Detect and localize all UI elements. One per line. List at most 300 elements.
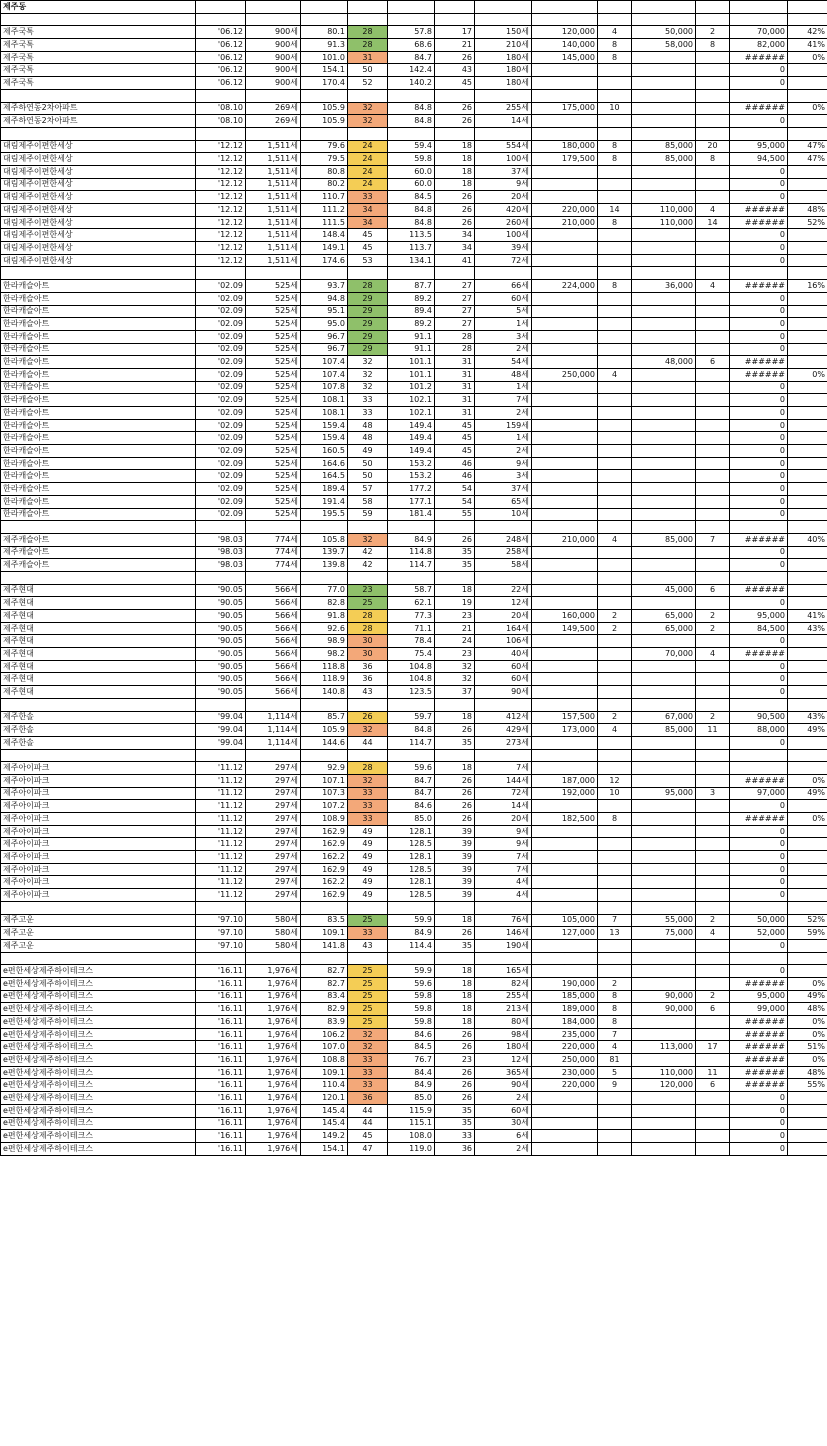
gap-amount-cell[interactable]: 90,500	[730, 711, 788, 724]
exclusive-pyeong-cell[interactable]: 26	[435, 774, 475, 787]
jeonse-ratio-cell[interactable]: 48%	[788, 204, 827, 217]
exclusive-pyeong-cell[interactable]: 45	[435, 432, 475, 445]
jeonse-listings-cell[interactable]	[696, 495, 730, 508]
unit-count-cell[interactable]: 60세	[475, 660, 532, 673]
gap-amount-cell[interactable]: 0	[730, 851, 788, 864]
households-cell[interactable]: 580세	[246, 914, 301, 927]
sale-listings-cell[interactable]: 2	[598, 622, 632, 635]
unit-count-cell[interactable]: 365세	[475, 1066, 532, 1079]
households-cell[interactable]: 900세	[246, 64, 301, 77]
exclusive-area-cell[interactable]: 114.8	[388, 546, 435, 559]
empty-cell[interactable]	[532, 13, 598, 26]
built-date-cell[interactable]: '02.09	[196, 305, 246, 318]
empty-cell[interactable]	[598, 13, 632, 26]
supply-pyeong-cell[interactable]: 43	[348, 686, 388, 699]
exclusive-area-cell[interactable]: 128.5	[388, 838, 435, 851]
apt-name-cell[interactable]: 제주아이파크	[1, 813, 196, 826]
supply-area-cell[interactable]: 82.9	[301, 1003, 348, 1016]
empty-cell[interactable]	[730, 521, 788, 534]
apt-name-cell[interactable]: e편한세상제주하이테크스	[1, 1079, 196, 1092]
gap-amount-cell[interactable]: 0	[730, 457, 788, 470]
built-date-cell[interactable]: '06.12	[196, 77, 246, 90]
supply-area-cell[interactable]: 148.4	[301, 229, 348, 242]
jeonse-listings-cell[interactable]: 20	[696, 140, 730, 153]
exclusive-area-cell[interactable]: 60.0	[388, 178, 435, 191]
apt-name-cell[interactable]: 제주현대	[1, 648, 196, 661]
exclusive-pyeong-cell[interactable]: 26	[435, 813, 475, 826]
exclusive-area-cell[interactable]: 102.1	[388, 394, 435, 407]
empty-cell[interactable]	[435, 698, 475, 711]
built-date-cell[interactable]: '06.12	[196, 64, 246, 77]
unit-count-cell[interactable]: 65세	[475, 495, 532, 508]
supply-area-cell[interactable]: 80.1	[301, 26, 348, 39]
jeonse-listings-cell[interactable]	[696, 863, 730, 876]
jeonse-price-cell[interactable]	[632, 939, 696, 952]
gap-amount-cell[interactable]: 0	[730, 64, 788, 77]
unit-count-cell[interactable]: 40세	[475, 648, 532, 661]
households-cell[interactable]: 1,976세	[246, 1130, 301, 1143]
empty-cell[interactable]	[788, 698, 827, 711]
sale-listings-cell[interactable]: 2	[598, 610, 632, 623]
sale-listings-cell[interactable]	[598, 178, 632, 191]
supply-area-cell[interactable]: 85.7	[301, 711, 348, 724]
empty-cell[interactable]	[388, 267, 435, 280]
jeonse-ratio-cell[interactable]: 41%	[788, 610, 827, 623]
sale-listings-cell[interactable]: 81	[598, 1054, 632, 1067]
supply-area-cell[interactable]: 120.1	[301, 1092, 348, 1105]
exclusive-area-cell[interactable]: 59.8	[388, 153, 435, 166]
households-cell[interactable]: 566세	[246, 610, 301, 623]
sale-listings-cell[interactable]	[598, 165, 632, 178]
supply-area-cell[interactable]: 83.5	[301, 914, 348, 927]
exclusive-area-cell[interactable]: 84.7	[388, 51, 435, 64]
empty-cell[interactable]	[301, 571, 348, 584]
sale-listings-cell[interactable]	[598, 242, 632, 255]
gap-amount-cell[interactable]: 0	[730, 470, 788, 483]
built-date-cell[interactable]: '90.05	[196, 660, 246, 673]
unit-count-cell[interactable]: 2세	[475, 407, 532, 420]
built-date-cell[interactable]: '12.12	[196, 165, 246, 178]
empty-cell[interactable]	[348, 571, 388, 584]
empty-cell[interactable]	[730, 571, 788, 584]
exclusive-area-cell[interactable]: 142.4	[388, 64, 435, 77]
households-cell[interactable]: 1,976세	[246, 1079, 301, 1092]
sale-listings-cell[interactable]	[598, 597, 632, 610]
empty-cell[interactable]	[301, 521, 348, 534]
empty-cell[interactable]	[301, 127, 348, 140]
built-date-cell[interactable]: '02.09	[196, 457, 246, 470]
jeonse-listings-cell[interactable]	[696, 876, 730, 889]
unit-count-cell[interactable]: 7세	[475, 863, 532, 876]
jeonse-ratio-cell[interactable]: 0%	[788, 1054, 827, 1067]
empty-cell[interactable]	[598, 267, 632, 280]
gap-amount-cell[interactable]: 84,500	[730, 622, 788, 635]
supply-pyeong-cell[interactable]: 33	[348, 813, 388, 826]
gap-amount-cell[interactable]: 0	[730, 508, 788, 521]
empty-cell[interactable]	[632, 952, 696, 965]
unit-count-cell[interactable]: 180세	[475, 51, 532, 64]
exclusive-pyeong-cell[interactable]: 28	[435, 330, 475, 343]
jeonse-ratio-cell[interactable]	[788, 965, 827, 978]
empty-cell[interactable]	[632, 571, 696, 584]
exclusive-pyeong-cell[interactable]: 35	[435, 1104, 475, 1117]
supply-area-cell[interactable]: 107.2	[301, 800, 348, 813]
sale-listings-cell[interactable]: 8	[598, 280, 632, 293]
households-cell[interactable]: 525세	[246, 305, 301, 318]
apt-name-cell[interactable]: 제주하연동2차아파트	[1, 115, 196, 128]
sale-price-cell[interactable]: 140,000	[532, 39, 598, 52]
empty-cell[interactable]	[435, 13, 475, 26]
exclusive-area-cell[interactable]: 59.6	[388, 762, 435, 775]
built-date-cell[interactable]: '16.11	[196, 965, 246, 978]
empty-cell[interactable]	[475, 952, 532, 965]
gap-amount-cell[interactable]: 0	[730, 229, 788, 242]
households-cell[interactable]: 774세	[246, 546, 301, 559]
unit-count-cell[interactable]: 2세	[475, 1142, 532, 1155]
supply-area-cell[interactable]: 98.9	[301, 635, 348, 648]
unit-count-cell[interactable]: 2세	[475, 1092, 532, 1105]
supply-area-cell[interactable]: 110.4	[301, 1079, 348, 1092]
jeonse-price-cell[interactable]: 55,000	[632, 914, 696, 927]
unit-count-cell[interactable]: 12세	[475, 597, 532, 610]
supply-pyeong-cell[interactable]: 32	[348, 1028, 388, 1041]
jeonse-ratio-cell[interactable]: 55%	[788, 1079, 827, 1092]
sale-listings-cell[interactable]: 8	[598, 216, 632, 229]
gap-amount-cell[interactable]: 0	[730, 686, 788, 699]
exclusive-pyeong-cell[interactable]: 26	[435, 787, 475, 800]
supply-area-cell[interactable]: 98.2	[301, 648, 348, 661]
sale-listings-cell[interactable]: 7	[598, 1028, 632, 1041]
supply-pyeong-cell[interactable]: 25	[348, 597, 388, 610]
supply-area-cell[interactable]: 79.6	[301, 140, 348, 153]
built-date-cell[interactable]: '11.12	[196, 838, 246, 851]
built-date-cell[interactable]: '02.09	[196, 280, 246, 293]
sale-price-cell[interactable]: 180,000	[532, 140, 598, 153]
households-cell[interactable]: 297세	[246, 825, 301, 838]
gap-amount-cell[interactable]: 0	[730, 343, 788, 356]
jeonse-price-cell[interactable]	[632, 229, 696, 242]
supply-pyeong-cell[interactable]: 33	[348, 394, 388, 407]
supply-pyeong-cell[interactable]: 28	[348, 39, 388, 52]
exclusive-area-cell[interactable]: 89.2	[388, 292, 435, 305]
empty-cell[interactable]	[730, 89, 788, 102]
sale-price-cell[interactable]	[532, 851, 598, 864]
sale-price-cell[interactable]: 160,000	[532, 610, 598, 623]
empty-cell[interactable]	[475, 127, 532, 140]
supply-pyeong-cell[interactable]: 28	[348, 280, 388, 293]
exclusive-area-cell[interactable]: 68.6	[388, 39, 435, 52]
sale-price-cell[interactable]	[532, 343, 598, 356]
sale-price-cell[interactable]: 210,000	[532, 533, 598, 546]
jeonse-price-cell[interactable]: 70,000	[632, 648, 696, 661]
apt-name-cell[interactable]: 한라캐슬아트	[1, 280, 196, 293]
supply-area-cell[interactable]: 107.1	[301, 774, 348, 787]
supply-area-cell[interactable]: 164.6	[301, 457, 348, 470]
jeonse-listings-cell[interactable]	[696, 305, 730, 318]
empty-cell[interactable]	[196, 749, 246, 762]
built-date-cell[interactable]: '02.09	[196, 292, 246, 305]
empty-cell[interactable]	[388, 127, 435, 140]
exclusive-area-cell[interactable]: 101.1	[388, 356, 435, 369]
households-cell[interactable]: 566세	[246, 648, 301, 661]
built-date-cell[interactable]: '16.11	[196, 1016, 246, 1029]
jeonse-ratio-cell[interactable]	[788, 356, 827, 369]
jeonse-price-cell[interactable]	[632, 863, 696, 876]
gap-amount-cell[interactable]: 0	[730, 445, 788, 458]
households-cell[interactable]: 297세	[246, 838, 301, 851]
exclusive-pyeong-cell[interactable]: 34	[435, 242, 475, 255]
built-date-cell[interactable]: '90.05	[196, 635, 246, 648]
sale-listings-cell[interactable]	[598, 546, 632, 559]
empty-cell[interactable]	[1, 89, 196, 102]
built-date-cell[interactable]: '02.09	[196, 470, 246, 483]
empty-cell[interactable]	[598, 89, 632, 102]
sale-listings-cell[interactable]: 2	[598, 711, 632, 724]
jeonse-price-cell[interactable]	[632, 1130, 696, 1143]
jeonse-price-cell[interactable]	[632, 508, 696, 521]
built-date-cell[interactable]: '98.03	[196, 533, 246, 546]
jeonse-ratio-cell[interactable]	[788, 77, 827, 90]
supply-pyeong-cell[interactable]: 25	[348, 914, 388, 927]
supply-pyeong-cell[interactable]: 49	[348, 889, 388, 902]
sale-listings-cell[interactable]: 8	[598, 990, 632, 1003]
jeonse-listings-cell[interactable]	[696, 939, 730, 952]
jeonse-ratio-cell[interactable]	[788, 394, 827, 407]
apt-name-cell[interactable]: 제주캐슬아트	[1, 546, 196, 559]
sale-price-cell[interactable]: 189,000	[532, 1003, 598, 1016]
supply-area-cell[interactable]: 108.1	[301, 407, 348, 420]
jeonse-ratio-cell[interactable]	[788, 242, 827, 255]
empty-cell[interactable]	[632, 749, 696, 762]
unit-count-cell[interactable]: 260세	[475, 216, 532, 229]
sale-price-cell[interactable]	[532, 1104, 598, 1117]
empty-cell[interactable]	[788, 901, 827, 914]
unit-count-cell[interactable]: 20세	[475, 813, 532, 826]
sale-listings-cell[interactable]: 8	[598, 1003, 632, 1016]
supply-area-cell[interactable]: 105.8	[301, 533, 348, 546]
unit-count-cell[interactable]: 37세	[475, 483, 532, 496]
gap-amount-cell[interactable]: 0	[730, 77, 788, 90]
jeonse-ratio-cell[interactable]	[788, 407, 827, 420]
supply-area-cell[interactable]: 140.8	[301, 686, 348, 699]
supply-area-cell[interactable]: 160.5	[301, 445, 348, 458]
unit-count-cell[interactable]: 37세	[475, 165, 532, 178]
exclusive-area-cell[interactable]: 84.6	[388, 800, 435, 813]
gap-amount-cell[interactable]: ######	[730, 280, 788, 293]
sale-price-cell[interactable]: 192,000	[532, 787, 598, 800]
households-cell[interactable]: 1,976세	[246, 1092, 301, 1105]
households-cell[interactable]: 1,114세	[246, 711, 301, 724]
supply-pyeong-cell[interactable]: 33	[348, 1079, 388, 1092]
sale-price-cell[interactable]	[532, 165, 598, 178]
apt-name-cell[interactable]: 제주국톡	[1, 39, 196, 52]
apt-name-cell[interactable]: 제주현대	[1, 584, 196, 597]
jeonse-listings-cell[interactable]	[696, 1016, 730, 1029]
apt-name-cell[interactable]: 한라캐슬아트	[1, 457, 196, 470]
jeonse-price-cell[interactable]	[632, 292, 696, 305]
jeonse-ratio-cell[interactable]: 49%	[788, 724, 827, 737]
apt-name-cell[interactable]: e편한세상제주하이테크스	[1, 990, 196, 1003]
empty-cell[interactable]	[532, 89, 598, 102]
supply-pyeong-cell[interactable]: 33	[348, 1054, 388, 1067]
jeonse-price-cell[interactable]: 36,000	[632, 280, 696, 293]
households-cell[interactable]: 1,976세	[246, 1041, 301, 1054]
jeonse-listings-cell[interactable]: 2	[696, 622, 730, 635]
jeonse-listings-cell[interactable]	[696, 635, 730, 648]
sale-listings-cell[interactable]: 4	[598, 26, 632, 39]
gap-amount-cell[interactable]: ######	[730, 1079, 788, 1092]
exclusive-pyeong-cell[interactable]: 32	[435, 660, 475, 673]
unit-count-cell[interactable]: 420세	[475, 204, 532, 217]
unit-count-cell[interactable]: 180세	[475, 1041, 532, 1054]
exclusive-area-cell[interactable]: 84.6	[388, 1028, 435, 1041]
exclusive-pyeong-cell[interactable]: 39	[435, 838, 475, 851]
jeonse-listings-cell[interactable]: 4	[696, 204, 730, 217]
built-date-cell[interactable]: '16.11	[196, 1028, 246, 1041]
empty-cell[interactable]	[1, 127, 196, 140]
jeonse-ratio-cell[interactable]	[788, 1104, 827, 1117]
built-date-cell[interactable]: '16.11	[196, 1041, 246, 1054]
jeonse-listings-cell[interactable]	[696, 838, 730, 851]
sale-listings-cell[interactable]	[598, 77, 632, 90]
exclusive-pyeong-cell[interactable]: 18	[435, 153, 475, 166]
jeonse-listings-cell[interactable]	[696, 1092, 730, 1105]
jeonse-ratio-cell[interactable]: 47%	[788, 153, 827, 166]
sale-listings-cell[interactable]: 8	[598, 1016, 632, 1029]
supply-pyeong-cell[interactable]: 25	[348, 990, 388, 1003]
jeonse-ratio-cell[interactable]	[788, 673, 827, 686]
exclusive-pyeong-cell[interactable]: 39	[435, 876, 475, 889]
households-cell[interactable]: 297세	[246, 889, 301, 902]
gap-amount-cell[interactable]: ######	[730, 204, 788, 217]
sale-listings-cell[interactable]	[598, 876, 632, 889]
apt-name-cell[interactable]: 한라캐슬아트	[1, 318, 196, 331]
jeonse-ratio-cell[interactable]	[788, 292, 827, 305]
households-cell[interactable]: 1,511세	[246, 191, 301, 204]
built-date-cell[interactable]: '11.12	[196, 889, 246, 902]
sale-price-cell[interactable]	[532, 470, 598, 483]
jeonse-price-cell[interactable]	[632, 1142, 696, 1155]
jeonse-price-cell[interactable]	[632, 445, 696, 458]
gap-amount-cell[interactable]: 0	[730, 1104, 788, 1117]
jeonse-listings-cell[interactable]: 2	[696, 26, 730, 39]
jeonse-listings-cell[interactable]: 2	[696, 990, 730, 1003]
empty-cell[interactable]	[475, 571, 532, 584]
exclusive-area-cell[interactable]: 115.9	[388, 1104, 435, 1117]
built-date-cell[interactable]: '02.09	[196, 445, 246, 458]
apt-name-cell[interactable]: 제주현대	[1, 610, 196, 623]
jeonse-price-cell[interactable]	[632, 800, 696, 813]
apt-name-cell[interactable]: e편한세상제주하이테크스	[1, 1104, 196, 1117]
households-cell[interactable]: 1,114세	[246, 736, 301, 749]
empty-cell[interactable]	[246, 13, 301, 26]
jeonse-listings-cell[interactable]	[696, 825, 730, 838]
apt-name-cell[interactable]: 제주현대	[1, 622, 196, 635]
jeonse-ratio-cell[interactable]	[788, 483, 827, 496]
empty-cell[interactable]	[788, 127, 827, 140]
supply-area-cell[interactable]: 149.2	[301, 1130, 348, 1143]
supply-pyeong-cell[interactable]: 45	[348, 229, 388, 242]
sale-price-cell[interactable]	[532, 64, 598, 77]
unit-count-cell[interactable]: 165세	[475, 965, 532, 978]
jeonse-ratio-cell[interactable]	[788, 115, 827, 128]
apt-name-cell[interactable]: 제주국톡	[1, 51, 196, 64]
supply-area-cell[interactable]: 109.1	[301, 927, 348, 940]
empty-cell[interactable]	[435, 571, 475, 584]
jeonse-price-cell[interactable]	[632, 813, 696, 826]
apt-name-cell[interactable]: 한라캐슬아트	[1, 470, 196, 483]
empty-cell[interactable]	[532, 952, 598, 965]
apt-name-cell[interactable]: 제주현대	[1, 635, 196, 648]
jeonse-listings-cell[interactable]: 6	[696, 1079, 730, 1092]
supply-pyeong-cell[interactable]: 50	[348, 470, 388, 483]
jeonse-listings-cell[interactable]: 17	[696, 1041, 730, 1054]
sale-price-cell[interactable]: 250,000	[532, 1054, 598, 1067]
apt-name-cell[interactable]: 대림제주이편한세상	[1, 242, 196, 255]
jeonse-price-cell[interactable]	[632, 838, 696, 851]
built-date-cell[interactable]: '02.09	[196, 432, 246, 445]
apt-name-cell[interactable]: e편한세상제주하이테크스	[1, 1054, 196, 1067]
built-date-cell[interactable]: '12.12	[196, 191, 246, 204]
jeonse-listings-cell[interactable]	[696, 686, 730, 699]
empty-cell[interactable]	[196, 127, 246, 140]
apt-name-cell[interactable]: 제주아이파크	[1, 787, 196, 800]
households-cell[interactable]: 525세	[246, 330, 301, 343]
jeonse-listings-cell[interactable]	[696, 673, 730, 686]
built-date-cell[interactable]: '11.12	[196, 762, 246, 775]
apt-name-cell[interactable]: 제주국톡	[1, 64, 196, 77]
exclusive-pyeong-cell[interactable]: 37	[435, 686, 475, 699]
households-cell[interactable]: 525세	[246, 381, 301, 394]
exclusive-pyeong-cell[interactable]: 18	[435, 140, 475, 153]
sale-listings-cell[interactable]	[598, 191, 632, 204]
sale-price-cell[interactable]	[532, 1092, 598, 1105]
apt-name-cell[interactable]: 대림제주이편한세상	[1, 140, 196, 153]
jeonse-price-cell[interactable]: 65,000	[632, 610, 696, 623]
exclusive-pyeong-cell[interactable]: 35	[435, 546, 475, 559]
sale-price-cell[interactable]	[532, 863, 598, 876]
households-cell[interactable]: 1,976세	[246, 1117, 301, 1130]
supply-area-cell[interactable]: 83.9	[301, 1016, 348, 1029]
built-date-cell[interactable]: '02.09	[196, 318, 246, 331]
exclusive-area-cell[interactable]: 123.5	[388, 686, 435, 699]
empty-cell[interactable]	[532, 571, 598, 584]
households-cell[interactable]: 525세	[246, 508, 301, 521]
built-date-cell[interactable]: '99.04	[196, 711, 246, 724]
jeonse-ratio-cell[interactable]	[788, 470, 827, 483]
built-date-cell[interactable]: '90.05	[196, 622, 246, 635]
gap-amount-cell[interactable]: 70,000	[730, 26, 788, 39]
jeonse-ratio-cell[interactable]	[788, 1117, 827, 1130]
jeonse-ratio-cell[interactable]: 48%	[788, 1066, 827, 1079]
empty-cell[interactable]	[632, 698, 696, 711]
jeonse-listings-cell[interactable]: 14	[696, 216, 730, 229]
empty-cell[interactable]	[696, 571, 730, 584]
apt-name-cell[interactable]: 한라캐슬아트	[1, 483, 196, 496]
sale-listings-cell[interactable]	[598, 1117, 632, 1130]
sale-price-cell[interactable]	[532, 292, 598, 305]
jeonse-ratio-cell[interactable]: 43%	[788, 622, 827, 635]
apt-name-cell[interactable]: 대림제주이편한세상	[1, 165, 196, 178]
sale-listings-cell[interactable]	[598, 825, 632, 838]
sale-listings-cell[interactable]	[598, 470, 632, 483]
empty-cell[interactable]	[388, 89, 435, 102]
jeonse-price-cell[interactable]	[632, 559, 696, 572]
supply-area-cell[interactable]: 145.4	[301, 1104, 348, 1117]
exclusive-pyeong-cell[interactable]: 26	[435, 102, 475, 115]
built-date-cell[interactable]: '06.12	[196, 51, 246, 64]
supply-area-cell[interactable]: 106.2	[301, 1028, 348, 1041]
